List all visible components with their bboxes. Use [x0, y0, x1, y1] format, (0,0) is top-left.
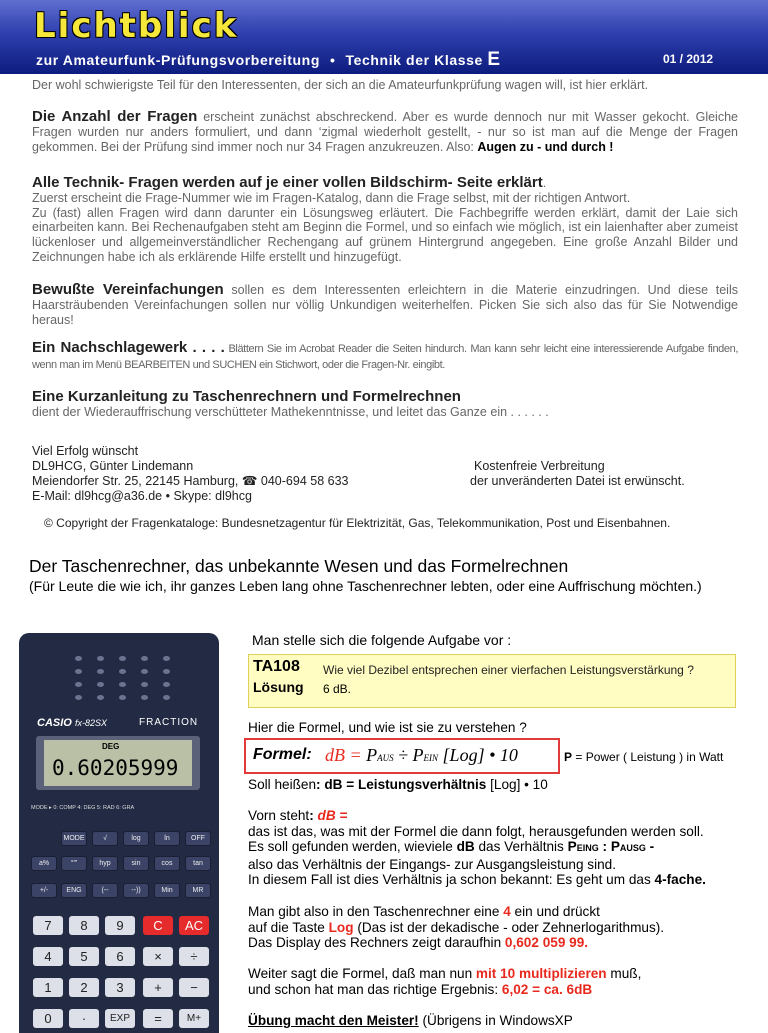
display-value: 0.60205999: [52, 756, 179, 780]
speaker-dot: [75, 669, 82, 674]
key-divide: ÷: [179, 947, 209, 966]
key-eng: ENG: [61, 883, 87, 898]
speaker-dot: [163, 656, 170, 661]
key-5: 5: [69, 947, 99, 966]
display-deg: DEG: [102, 742, 120, 751]
text: [Log] • 10: [486, 777, 548, 792]
key-3: 3: [105, 978, 135, 997]
key-multiply: ×: [143, 947, 173, 966]
speaker-dot: [97, 656, 104, 661]
calculator-display-frame: [36, 736, 200, 790]
key-tan: tan: [185, 856, 211, 871]
key-6: 6: [105, 947, 135, 966]
text: Vorn steht: [248, 808, 310, 823]
text: Übung macht den Meister!: [248, 1013, 419, 1028]
key-0: 0: [33, 1009, 63, 1028]
example-intro: Man stelle sich die folgende Aufgabe vor :: [252, 632, 512, 648]
key-close-paren: --)): [123, 883, 149, 898]
text: Das Display des Rechners zeigt daraufhin: [248, 935, 505, 950]
calculator-mode-legend: MODE ▸ 0: COMP 4: DEG 5: RAD 6: GRA: [31, 805, 135, 811]
explain-soll: [248, 777, 548, 793]
subtitle-klasse: E: [487, 49, 501, 70]
license-line: der unveränderten Datei ist erwünscht.: [470, 474, 685, 488]
license-note: [470, 459, 685, 489]
paragraph-technik: [32, 176, 738, 265]
text: (Das ist der dekadische - oder Zehnerlogarithmus).: [353, 919, 665, 935]
key-ac: AC: [179, 916, 209, 935]
key-off: OFF: [185, 831, 211, 846]
paragraph-heading: Eine Kurzanleitung zu Taschenrechnern und Formelrechnen: [32, 388, 461, 405]
signature-line: Viel Erfolg wünscht: [32, 444, 139, 458]
text: Man gibt also in den Taschenrechner eine: [248, 904, 504, 919]
text: 4-fache.: [654, 872, 706, 887]
speaker-dot: [75, 656, 82, 661]
speaker-dot: [163, 695, 170, 700]
calculator-brand: CASIO: [37, 717, 72, 729]
subtitle-sep: •: [329, 52, 336, 68]
paragraph-heading: Alle Technik- Fragen werden auf je einer vollen Bildschirm- Seite erklärt: [32, 174, 543, 191]
text: muß,: [606, 966, 642, 981]
signature-line: Meiendorfer Str. 25, 22145 Hamburg,: [32, 474, 242, 488]
key-deg-min-sec: °'": [61, 856, 87, 871]
text: ein und drückt: [510, 904, 600, 919]
text: das ist das, was mit der Formel die dann folgt, herausgefunden werden soll.: [248, 823, 704, 839]
speaker-dot: [163, 669, 170, 674]
explain-uebung: [248, 1013, 573, 1029]
key-hyp: hyp: [92, 856, 118, 871]
speaker-dot: [119, 682, 126, 687]
text: mit 10 multiplizieren: [475, 966, 607, 981]
formula-db: dB: [325, 745, 345, 765]
explain-taschenrechner: [248, 904, 664, 951]
text: (Übrigens in WindowsXP: [418, 1013, 573, 1028]
text: :: [309, 808, 318, 823]
answer-value: 6 dB.: [323, 682, 352, 696]
formula-note: [564, 750, 723, 764]
text: 4: [503, 904, 511, 919]
signature-line: E-Mail: dl9hcg@a36.de • Skype: dl9hcg: [32, 489, 252, 503]
speaker-dot: [141, 656, 148, 661]
paragraph-heading: Ein Nachschlagewerk . . . .: [32, 339, 225, 356]
key-2: 2: [69, 978, 99, 997]
paragraph-anzahl: [32, 110, 738, 154]
key-minus: −: [179, 978, 209, 997]
speaker-dot: [141, 682, 148, 687]
license-line: Kostenfreie Verbreitung: [474, 459, 605, 473]
question-number: TA108: [253, 658, 300, 675]
paragraph-kurzanleitung: [32, 390, 738, 420]
key-9: 9: [105, 916, 135, 935]
key-exp: EXP: [105, 1009, 135, 1028]
key-7: 7: [33, 916, 63, 935]
text: auf die Taste: [248, 919, 329, 935]
text: das Verhältnis: [474, 839, 568, 854]
key-min: Min: [154, 883, 180, 898]
phone-icon: ☎: [241, 474, 261, 488]
paragraph-vereinfachungen: [32, 283, 738, 327]
formula-div: ÷: [393, 745, 413, 765]
key-open-paren: (--: [92, 883, 118, 898]
copyright: © Copyright der Fragenkataloge: Bundesnetzagentur für Elektrizität, Gas, Telekommunikation, Post und Eisenbahnen.: [44, 516, 671, 530]
key-log: log: [123, 831, 149, 846]
formula-sub: EIN: [423, 753, 439, 763]
logo: Lichtblick: [34, 6, 239, 46]
speaker-dot: [141, 669, 148, 674]
text: Weiter sagt die Formel, daß man nun: [248, 966, 476, 981]
header-subtitle: [36, 49, 501, 71]
calculator-display: [44, 740, 192, 786]
speaker-dot: [119, 656, 126, 661]
calculator-fraction-label: FRACTION: [139, 717, 199, 728]
text: Log: [328, 919, 354, 935]
text: 6,02 = ca. 6dB: [501, 981, 593, 997]
speaker-dot: [163, 682, 170, 687]
formula-note-p: P: [564, 750, 573, 764]
key-8: 8: [69, 916, 99, 935]
formula-sub: AUS: [377, 753, 394, 763]
signature: [32, 444, 348, 504]
key-cos: cos: [154, 856, 180, 871]
answer-label: Lösung: [253, 679, 304, 695]
header-banner: [0, 0, 768, 74]
calculator-image: [19, 633, 219, 1033]
text: : P: [598, 839, 620, 854]
key-1: 1: [33, 978, 63, 997]
text: -: [645, 839, 655, 854]
paragraph-nachschlagewerk: [32, 341, 738, 373]
speaker-dot: [97, 682, 104, 687]
text: In diesem Fall ist dies Verhältnis ja schon bekannt: Es geht um das: [248, 872, 655, 887]
paragraph-text: sollen es dem Interessenten erleichtern in die Materie einzudringen. Und diese teils Haarsträubenden Vereinfachungen sollen nur völlig Unkundigen weiterhelfen. Picken Sie sich also das für Sie Notwendige heraus!: [32, 283, 738, 327]
key-mr: MR: [185, 883, 211, 898]
formula-eq: =: [345, 745, 367, 765]
formula-note-text: = Power ( Leistung ) in Watt: [572, 750, 724, 764]
subtitle-b: Technik der Klasse: [345, 52, 483, 68]
signature-phone: 040-694 58 633: [260, 474, 349, 488]
speaker-dot: [75, 695, 82, 700]
explain-multiplizieren: [248, 966, 641, 997]
signature-address: [32, 474, 348, 489]
section-subtitle: (Für Leute die wie ich, ihr ganzes Leben lang ohne Taschenrechner lebten, oder eine Auffrischung möchten.): [29, 578, 702, 594]
formula-expression: [325, 745, 518, 766]
text: EING: [576, 843, 599, 853]
key-percent: a%: [31, 856, 57, 871]
formula-p: P: [412, 745, 424, 765]
speaker-dot: [97, 669, 104, 674]
paragraph-text: erscheint zunächst abschreckend. Aber es wurde dennoch nur mit Wasser gekocht. Gleiche Fragen wurden nur anders formuliert, und dann ‘zigmal wiederholt gestellt, - nur so ist man auf die Menge der Fragen gekommen. Bei der Prüfung sind immer noch nur 34 Fragen anzukreuzen. Also:: [32, 110, 738, 154]
speaker-dot: [75, 682, 82, 687]
text: 0,602 059 99.: [504, 935, 589, 950]
paragraph-text: Blättern Sie im Acrobat Reader die Seiten hindurch. Man kann sehr leicht eine interessierende Aufgabe finden, wenn man im Menü BEARBEITEN und SUCHEN ein Stichwort, oder die Fragen-Nr. eingibt.: [32, 343, 738, 371]
issue-number: 01 / 2012: [663, 52, 714, 66]
intro-text: Der wohl schwierigste Teil für den Interessenten, der sich an die Amateurfunkprüfung wagen will, ist hier erklärt.: [32, 78, 649, 92]
speaker-dot: [119, 669, 126, 674]
text: und schon hat man das richtige Ergebnis:: [248, 981, 502, 997]
key-ln: ln: [154, 831, 180, 846]
key-m-plus: M+: [179, 1009, 209, 1028]
key-point: ·: [69, 1009, 99, 1028]
speaker-dot: [119, 695, 126, 700]
key-c: C: [143, 916, 173, 935]
text: : dB =: [316, 777, 358, 792]
key-sign: +/-: [31, 883, 57, 898]
text: also das Verhältnis der Eingangs- zur Ausgangsleistung sind.: [248, 856, 617, 872]
formula-p: P: [366, 745, 378, 765]
paragraph-emphasis: Augen zu - und durch !: [477, 139, 614, 154]
paragraph-text: Zu (fast) allen Fragen wird dann darunter ein Lösungsweg erläutert. Die Fachbegriffe werden erklärt, damit der Laie sich einarbeiten kann. Bei Rechenaufgaben steht am Beginn die Formel, und so einfach wie möglich, ist ein laienhafter aber zumeist lückenloser und allgemeinverständlicher Rechengang auf grünem Hintergrund angegeben. Eine große Anzahl Bilder und Zeichnungen habe ich als erklärende Hilfe erstellt und hinzugefügt.: [32, 205, 738, 264]
text: AUSG: [619, 843, 646, 853]
speaker-dot: [97, 695, 104, 700]
key-mode: MODE: [61, 831, 87, 846]
heading-dot: .: [542, 176, 547, 190]
key-equals: =: [143, 1009, 173, 1028]
text: Soll heißen: [248, 777, 317, 792]
formula-box: [244, 738, 560, 774]
section-title: Der Taschenrechner, das unbekannte Wesen und das Formelrechnen: [29, 556, 569, 576]
key-sin: sin: [123, 856, 149, 871]
paragraph-text: dient der Wiederauffrischung verschütteter Mathekenntnisse, und leitet das Ganze ein . . . . . .: [32, 404, 549, 419]
explain-vorn: [248, 808, 706, 888]
question-text: Wie viel Dezibel entsprechen einer vierfachen Leistungsverstärkung ?: [323, 663, 694, 677]
speaker-dot: [141, 695, 148, 700]
key-plus: +: [143, 978, 173, 997]
paragraph-heading: Die Anzahl der Fragen: [32, 108, 198, 125]
text: dB: [456, 839, 475, 854]
key-sqrt: √: [92, 831, 118, 846]
text: Leistungsverhältnis: [357, 777, 487, 792]
formula-lead: Hier die Formel, und wie ist sie zu verstehen ?: [248, 720, 527, 735]
text: P: [567, 839, 577, 854]
text: dB =: [317, 808, 348, 823]
calculator-model: fx-82SX: [75, 718, 108, 728]
key-4: 4: [33, 947, 63, 966]
signature-line: DL9HCG, Günter Lindemann: [32, 459, 194, 473]
subtitle-a: zur Amateurfunk-Prüfungsvorbereitung: [36, 52, 320, 68]
formula-label: Formel:: [253, 746, 312, 763]
paragraph-heading: Bewußte Vereinfachungen: [32, 281, 224, 298]
text: Es soll gefunden werden, wieviele: [248, 839, 457, 854]
question-box: [248, 654, 736, 708]
formula-log: [Log] • 10: [438, 745, 518, 765]
paragraph-line: Zuerst erscheint die Frage-Nummer wie im Fragen-Katalog, dann die Frage selbst, mit der richtigen Antwort.: [32, 190, 631, 205]
